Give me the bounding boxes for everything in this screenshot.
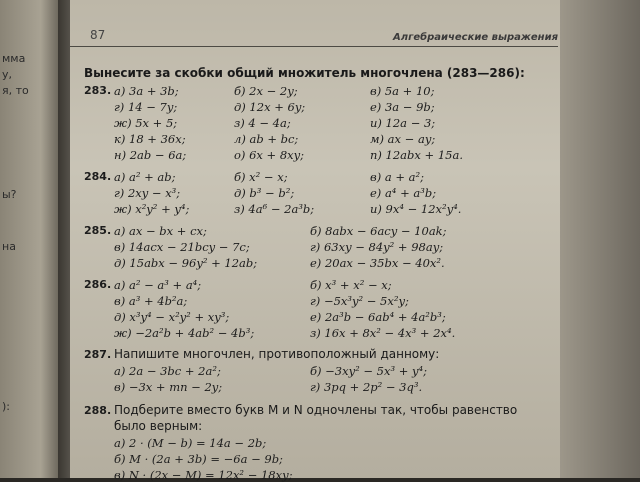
exercise-item: е) 20ax − 35bx − 40x². — [310, 256, 445, 270]
exercise-item: л) ab + bc; — [234, 132, 299, 146]
exercise-item: и) 12a − 3; — [370, 116, 436, 130]
exercise-item: а) 3a + 3b; — [114, 84, 179, 98]
exercise-item: а) ax − bx + cx; — [114, 224, 207, 238]
exercise-number: 286. — [84, 278, 112, 291]
exercise-item: п) 12abx + 15a. — [370, 148, 463, 162]
exercise-item: б) x² − x; — [234, 170, 288, 184]
exercise-number: 283. — [84, 84, 112, 97]
exercise-item: а) 2a − 3bc + 2a²; — [114, 364, 221, 378]
exercise-item: м) ax − ay; — [370, 132, 436, 146]
exercise-number: 285. — [84, 224, 112, 237]
exercise-item: б) 2x − 2y; — [234, 84, 298, 98]
exercise-task: Напишите многочлен, противоположный данному: — [114, 347, 440, 361]
left-page-fragment: я, то — [2, 84, 29, 97]
exercise-item: в) 5a + 10; — [370, 84, 435, 98]
exercise-item: з) 16x + 8x² − 4x³ + 2x⁴. — [310, 326, 456, 340]
exercise-item: г) −5x³y² − 5x²y; — [310, 294, 409, 308]
exercise-item: н) 2ab − 6a; — [114, 148, 187, 162]
exercise-item: ж) x²y² + y⁴; — [114, 202, 190, 216]
exercise-item: д) 12x + 6y; — [234, 100, 306, 114]
page-header — [70, 30, 558, 47]
exercise-item: д) b³ − b²; — [234, 186, 295, 200]
exercise-number: 284. — [84, 170, 112, 183]
exercise-item: г) 63xy − 84y² + 98ay; — [310, 240, 444, 254]
exercise-item: е) 3a − 9b; — [370, 100, 435, 114]
exercise-task: Подберите вместо букв M и N одночлены так, чтобы равенство — [114, 403, 518, 417]
left-page-fragment: мма — [2, 52, 26, 65]
exercise-item: г) 3pq + 2p² − 3q³. — [310, 380, 423, 394]
left-page-edge — [0, 0, 58, 478]
exercise-item: к) 18 + 36x; — [114, 132, 186, 146]
exercise-number: 288. — [84, 404, 112, 417]
exercise-item: б) M · (2a + 3b) = −6a − 9b; — [114, 452, 283, 466]
instruction-heading: Вынесите за скобки общий множитель многочлена (283—286): — [84, 66, 525, 80]
exercise-item: е) a⁴ + a³b; — [370, 186, 437, 200]
exercise-item: а) 2 · (M − b) = 14a − 2b; — [114, 436, 267, 450]
exercise-item: е) 2a³b − 6ab⁴ + 4a²b³; — [310, 310, 446, 324]
exercise-item: з) 4 − 4a; — [234, 116, 291, 130]
exercise-item: в) a + a²; — [370, 170, 424, 184]
exercise-item: в) −3x + mn − 2y; — [114, 380, 223, 394]
book-spine — [58, 0, 70, 478]
exercise-item: в) a³ + 4b²a; — [114, 294, 188, 308]
exercise-item: а) a² + ab; — [114, 170, 176, 184]
page-shadow-edge — [560, 0, 640, 478]
exercise-item: и) 9x⁴ − 12x²y⁴. — [370, 202, 462, 216]
exercise-item: д) 15abx − 96y² + 12ab; — [114, 256, 258, 270]
exercise-item: в) N · (2x − M) = 12x² − 18xy; — [114, 468, 293, 482]
left-page-fragment: у, — [2, 68, 13, 81]
exercise-item: б) 8abx − 6acy − 10ak; — [310, 224, 447, 238]
exercise-item: ж) 5x + 5; — [114, 116, 178, 130]
exercise-item: з) 4a⁶ − 2a³b; — [234, 202, 315, 216]
exercise-item: о) 6x + 8xy; — [234, 148, 304, 162]
textbook-page — [70, 0, 640, 482]
exercise-item: б) −3xy² − 5x³ + y⁴; — [310, 364, 427, 378]
exercise-item: г) 14 − 7y; — [114, 100, 178, 114]
left-page-fragment: на — [2, 240, 16, 253]
exercise-item: а) a² − a³ + a⁴; — [114, 278, 202, 292]
page-number: 87 — [90, 28, 106, 42]
exercise-number: 287. — [84, 348, 112, 361]
exercise-item: г) 2xy − x³; — [114, 186, 181, 200]
section-title: Алгебраические выражения — [393, 32, 558, 43]
exercise-task: было верным: — [114, 419, 203, 433]
exercise-item: б) x³ + x² − x; — [310, 278, 392, 292]
left-page-fragment: ): — [2, 400, 10, 413]
exercise-item: д) x³y⁴ − x²y² + xy³; — [114, 310, 230, 324]
left-page-fragment: ы? — [2, 188, 17, 201]
exercise-item: в) 14acx − 21bcy − 7c; — [114, 240, 250, 254]
exercise-item: ж) −2a²b + 4ab² − 4b³; — [114, 326, 255, 340]
